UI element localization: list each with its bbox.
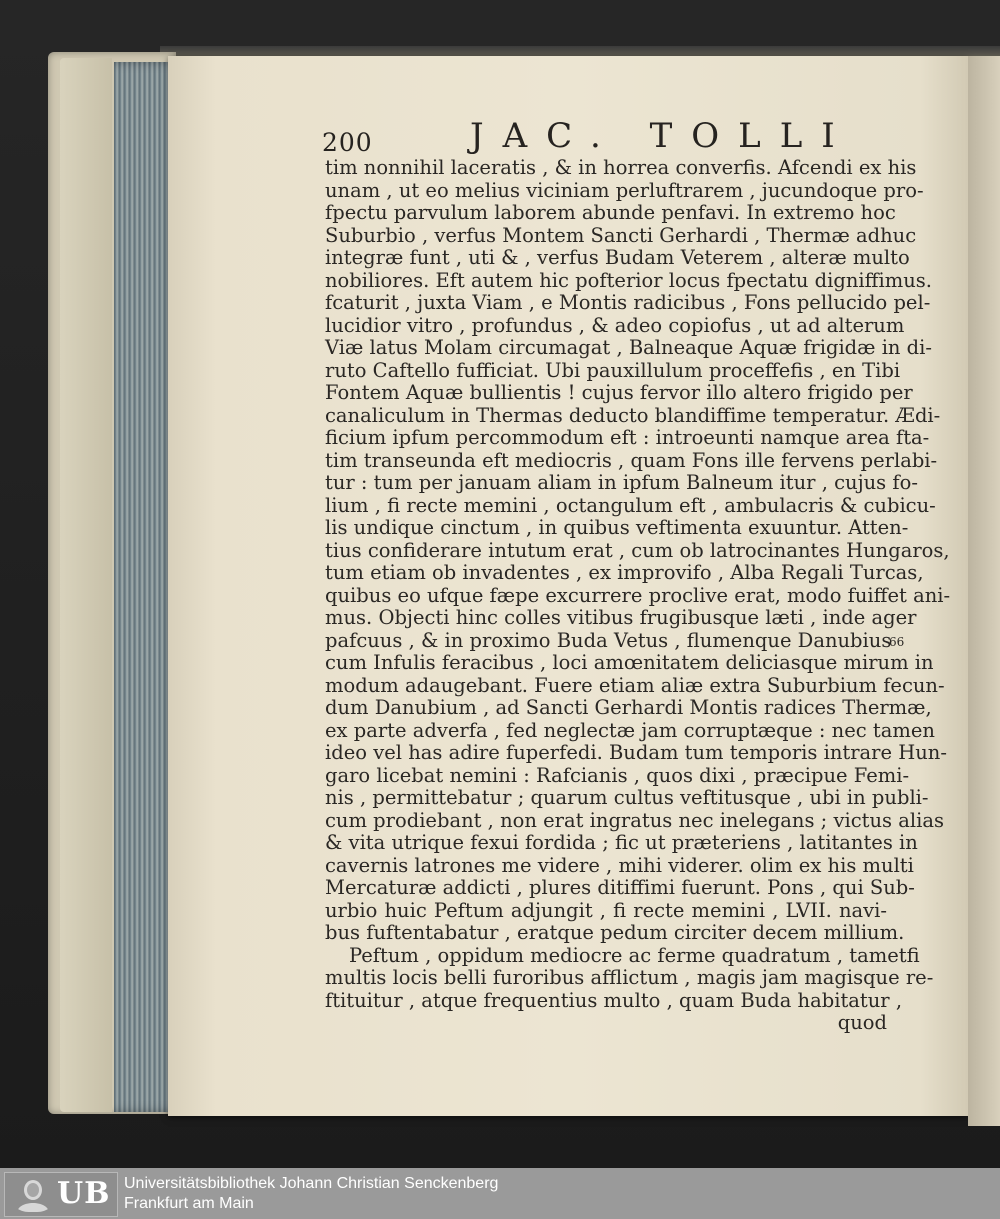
text-line: & vita utrique fexui fordida ; fic ut præteriens , latitantes in (325, 831, 918, 854)
text-line: Peftum , oppidum mediocre ac ferme quadratum , tametfi (349, 943, 920, 967)
book-page-edges (48, 52, 176, 1114)
text-line: Mercaturæ addicti , plures ditiffimi fuerunt. Pons , qui Sub- (325, 876, 915, 899)
text-line: fcaturit , juxta Viam , e Montis radicibus , Fons pellucido pel- (325, 291, 931, 314)
text-line: nobiliores. Eft autem hic pofterior locus fpectatu digniffimus. (325, 268, 933, 292)
text-line: multis locis belli furoribus afflictum , magis jam magisque re- (325, 966, 934, 989)
institution-name (124, 1174, 498, 1214)
catchword: quod (837, 1011, 887, 1034)
institution-line-1: Universitätsbibliothek Johann Christian Senckenberg (124, 1175, 499, 1192)
text-line: unam , ut eo melius viciniam perluftrarem , jucundoque pro- (325, 178, 924, 202)
text-line: urbio huic Peftum adjungit , fi recte memini , LVII. navi- (325, 898, 887, 922)
text-line: Suburbio , verfus Montem Sancti Gerhardi , Thermæ adhuc (325, 223, 917, 247)
senckenberg-portrait-icon (11, 1176, 55, 1212)
text-line: lucidior vitro , profundus , & adeo copiofus , ut ad alterum (325, 313, 905, 337)
text-line: cum Infulis feracibus , loci amœnitatem deliciasque mirum in (325, 651, 934, 674)
text-line: modum adaugebant. Fuere etiam aliæ extra Suburbium fecun- (325, 673, 945, 697)
text-line: cum prodiebant , non erat ingratus nec inelegans ; victus alias (325, 808, 944, 832)
text-line: nis , permittebatur ; quarum cultus veftitusque , ubi in publi- (325, 786, 929, 809)
text-line: mus. Objecti hinc colles vitibus frugibusque læti , inde ager (325, 606, 917, 629)
text-line: ficium ipfum percommodum eft : introeunti namque area fta- (325, 426, 930, 449)
text-line: integræ funt , uti & , verfus Budam Veterem , alteræ multo (325, 246, 910, 269)
text-line: bus fuftentabatur , eratque pedum circiter decem millium. (325, 921, 905, 944)
running-head (322, 116, 922, 156)
text-line: quibus eo ufque fæpe excurrere proclive erat, modo fuiffet ani- (325, 583, 951, 607)
text-line: lium , fi recte memini , octangulum eft , ambulacris & cubicu- (325, 493, 936, 517)
text-line: tur : tum per januam aliam in ipfum Balneum itur , cujus fo- (325, 471, 918, 494)
library-logo[interactable] (4, 1172, 118, 1217)
text-line: garo licebat nemini : Rafcianis , quos dixi , præcipue Femi- (325, 763, 910, 787)
institution-line-2: Frankfurt am Main (124, 1195, 254, 1212)
library-footer (0, 1168, 1000, 1219)
text-line: canaliculum in Thermas deducto blandiffime temperatur. Ædi- (325, 403, 941, 427)
text-line: ftituitur , atque frequentius multo , quam Buda habitatur , (325, 988, 903, 1012)
text-line: pafcuus , & in proximo Buda Vetus , flumenque Danubius (325, 628, 892, 652)
margin-note: 66 (889, 635, 905, 649)
facing-page-edge (968, 56, 1000, 1126)
text-line: tim nonnihil laceratis , & in horrea converfis. Afcendi ex his (325, 156, 917, 179)
text-line: Fontem Aquæ bullientis ! cujus fervor illo altero frigido per (325, 381, 913, 404)
text-line: ideo vel has adire fuperfedi. Budam tum temporis intrare Hun- (325, 741, 947, 764)
text-line: fpectu parvulum laborem abunde penfavi. In extremo hoc (325, 201, 896, 224)
text-line: tius confiderare intutum erat , cum ob latrocinantes Hungaros, (325, 538, 950, 562)
text-line: Viæ latus Molam circumagat , Balneaque Aquæ frigidæ in di- (325, 336, 932, 359)
text-line: tim transeunda eft mediocris , quam Fons ille fervens perlabi- (325, 448, 938, 472)
text-line: cavernis latrones me videre , mihi viderer. olim ex his multi (325, 853, 914, 877)
book-cover-edge (60, 58, 112, 1112)
author-heading: JAC. TOLLI (470, 116, 854, 156)
page-number: 200 (322, 128, 373, 157)
text-line: tum etiam ob invadentes , ex improvifo , Alba Regali Turcas, (325, 561, 924, 584)
logo-text: UB (57, 1176, 111, 1211)
text-line: dum Danubium , ad Sancti Gerhardi Montis radices Thermæ, (325, 696, 932, 719)
text-line: ruto Caftello fufficiat. Ubi pauxillulum proceffefis , en Tibi (325, 358, 901, 382)
text-line: lis undique cinctum , in quibus veftimenta exuuntur. Atten- (325, 516, 909, 539)
text-line: ex parte adverfa , fed neglectæ jam corruptæque : nec tamen (325, 718, 935, 742)
